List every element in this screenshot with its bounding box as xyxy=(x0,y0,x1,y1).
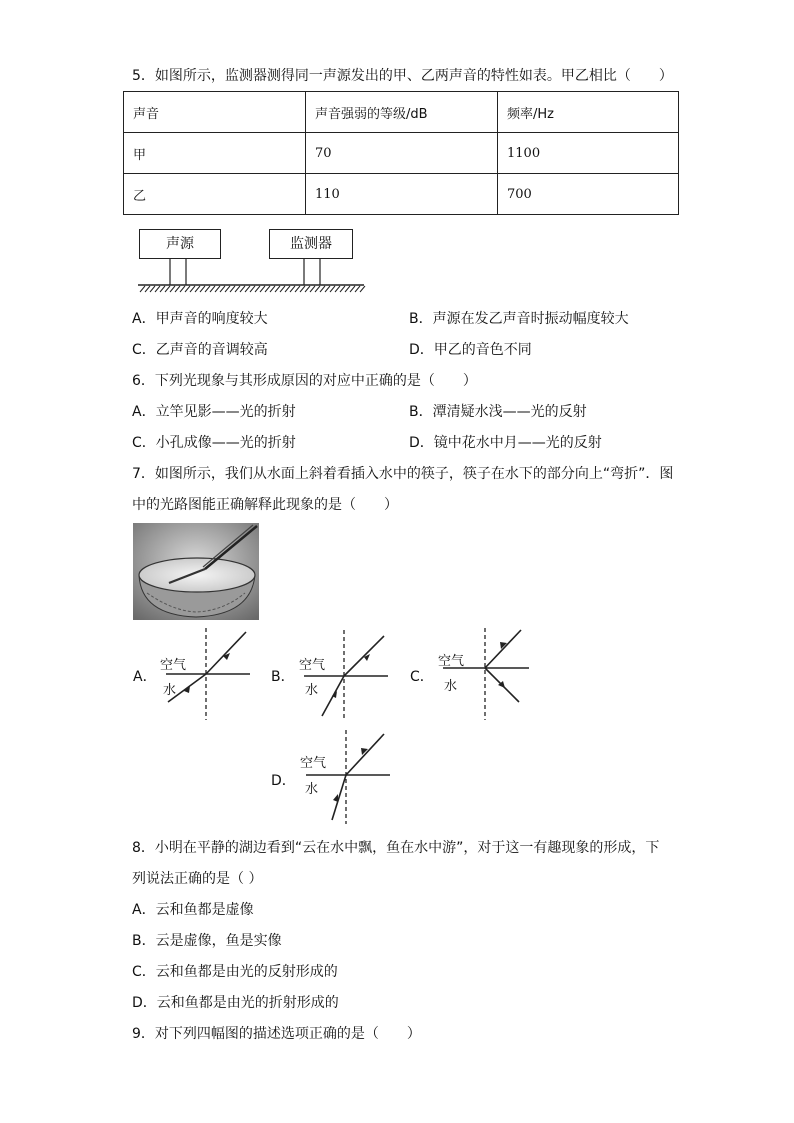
chopsticks-in-bowl-photo xyxy=(133,523,259,620)
ground-hatch-mark xyxy=(255,286,260,292)
q8-option-c[interactable]: C．云和鱼都是由光的反射形成的 xyxy=(132,964,338,980)
ground-hatch-mark xyxy=(155,286,160,292)
ground-hatch-mark xyxy=(265,286,270,292)
sound-source-box: 声源 xyxy=(139,229,221,259)
ground-hatch-mark xyxy=(320,286,325,292)
q7-option-a-letter[interactable]: A． xyxy=(133,669,157,685)
table-cell: 甲 xyxy=(124,133,306,174)
q7-c-water-label: 水 xyxy=(444,679,458,694)
q6-option-d[interactable]: D．镜中花水中月——光的反射 xyxy=(409,435,602,451)
ground-hatch-mark xyxy=(220,286,225,292)
q7-a-water-label: 水 xyxy=(163,683,177,698)
q6-option-b[interactable]: B．潭清疑水浅——光的反射 xyxy=(409,404,587,420)
q7-b-air-label: 空气 xyxy=(299,658,326,673)
ground-hatch-mark xyxy=(185,286,190,292)
ground-hatch-mark xyxy=(260,286,265,292)
ground-hatch-mark xyxy=(340,286,345,292)
ground-hatch-mark xyxy=(195,286,200,292)
q7-option-a-diagram[interactable] xyxy=(160,628,260,720)
q7-option-d-diagram[interactable] xyxy=(298,730,398,824)
table-cell: 70 xyxy=(306,133,498,174)
q6-option-a[interactable]: A．立竿见影——光的折射 xyxy=(132,404,296,420)
q7-d-air-label: 空气 xyxy=(300,756,327,771)
q7-option-c-letter[interactable]: C． xyxy=(410,669,434,685)
table-cell: 700 xyxy=(498,174,679,215)
ground-hatch-mark xyxy=(145,286,150,292)
ground-hatch-mark xyxy=(310,286,315,292)
q8-stem-line1: 8．小明在平静的湖边看到“云在水中飘，鱼在水中游”，对于这一有趣现象的形成，下 xyxy=(132,840,660,856)
q8-option-a[interactable]: A．云和鱼都是虚像 xyxy=(132,902,254,918)
ground-hatch-mark xyxy=(230,286,235,292)
ground-hatch-mark xyxy=(330,286,335,292)
q8-stem-line2: 列说法正确的是（ ） xyxy=(132,871,263,887)
ground-hatch-mark xyxy=(355,286,360,292)
table-header-cell: 声音 xyxy=(124,92,306,133)
ground-hatch-mark xyxy=(225,286,230,292)
ground-hatch-mark xyxy=(160,286,165,292)
ground-hatch-mark xyxy=(165,286,170,292)
table-row xyxy=(124,174,679,215)
ground-hatch-mark xyxy=(300,286,305,292)
q5-option-c[interactable]: C．乙声音的音调较高 xyxy=(132,342,268,358)
ground-hatch-mark xyxy=(175,286,180,292)
q7-b-water-label: 水 xyxy=(305,683,319,698)
sound-properties-table xyxy=(123,91,679,215)
q6-stem: 6．下列光现象与其形成原因的对应中正确的是（ ） xyxy=(132,373,477,389)
q7-stem-line2: 中的光路图能正确解释此现象的是（ ） xyxy=(132,497,398,513)
table-header-row xyxy=(124,92,679,133)
ground-hatch-mark xyxy=(245,286,250,292)
ground-hatch-mark xyxy=(315,286,320,292)
ground-hatch-mark xyxy=(290,286,295,292)
q6-option-c[interactable]: C．小孔成像——光的折射 xyxy=(132,435,296,451)
q8-option-d[interactable]: D．云和鱼都是由光的折射形成的 xyxy=(132,995,339,1011)
ground-hatch-mark xyxy=(295,286,300,292)
ground-hatch-mark xyxy=(250,286,255,292)
q7-option-b-letter[interactable]: B． xyxy=(271,669,295,685)
q7-option-c-diagram[interactable] xyxy=(437,628,537,720)
ground-hatch-mark xyxy=(140,286,145,292)
ground-hatch-mark xyxy=(335,286,340,292)
ground-hatch-mark xyxy=(190,286,195,292)
ground-hatch-mark xyxy=(350,286,355,292)
q7-a-air-label: 空气 xyxy=(160,658,187,673)
q7-d-water-label: 水 xyxy=(305,782,319,797)
q8-option-b[interactable]: B．云是虚像，鱼是实像 xyxy=(132,933,282,949)
ground-hatch-mark xyxy=(305,286,310,292)
table-header-cell: 频率/Hz xyxy=(498,92,679,133)
ground-hatch-mark xyxy=(150,286,155,292)
monitor-box: 监测器 xyxy=(269,229,353,259)
table-cell: 乙 xyxy=(124,174,306,215)
q7-option-d-letter[interactable]: D． xyxy=(271,773,296,789)
ground-hatch-mark xyxy=(270,286,275,292)
table-cell: 110 xyxy=(306,174,498,215)
ground-hatch-mark xyxy=(215,286,220,292)
q5-option-b[interactable]: B．声源在发乙声音时振动幅度较大 xyxy=(409,311,629,327)
ground-hatch-mark xyxy=(360,286,365,292)
q5-option-d[interactable]: D．甲乙的音色不同 xyxy=(409,342,532,358)
ground-hatch-mark xyxy=(285,286,290,292)
ground-hatch-mark xyxy=(180,286,185,292)
ground-hatch-mark xyxy=(170,286,175,292)
table-row xyxy=(124,133,679,174)
q7-stem-line1: 7．如图所示，我们从水面上斜着看插入水中的筷子，筷子在水下的部分向上“弯折”．图 xyxy=(132,466,674,482)
q9-stem: 9．对下列四幅图的描述选项正确的是（ ） xyxy=(132,1026,421,1042)
ground-hatch-mark xyxy=(235,286,240,292)
q7-option-b-diagram[interactable] xyxy=(298,630,398,720)
ground-hatch-mark xyxy=(325,286,330,292)
ground-hatch-mark xyxy=(200,286,205,292)
q5-stem: 5．如图所示，监测器测得同一声源发出的甲、乙两声音的特性如表。甲乙相比（ ） xyxy=(132,68,673,84)
ground-hatch-mark xyxy=(345,286,350,292)
ground-hatch-mark xyxy=(210,286,215,292)
ground-hatch-mark xyxy=(275,286,280,292)
q5-option-a[interactable]: A．甲声音的响度较大 xyxy=(132,311,268,327)
table-header-cell: 声音强弱的等级/dB xyxy=(306,92,498,133)
ground-hatch-mark xyxy=(280,286,285,292)
ground-hatch-mark xyxy=(205,286,210,292)
table-cell: 1100 xyxy=(498,133,679,174)
ground-hatch-mark xyxy=(240,286,245,292)
q7-c-air-label: 空气 xyxy=(438,654,465,669)
